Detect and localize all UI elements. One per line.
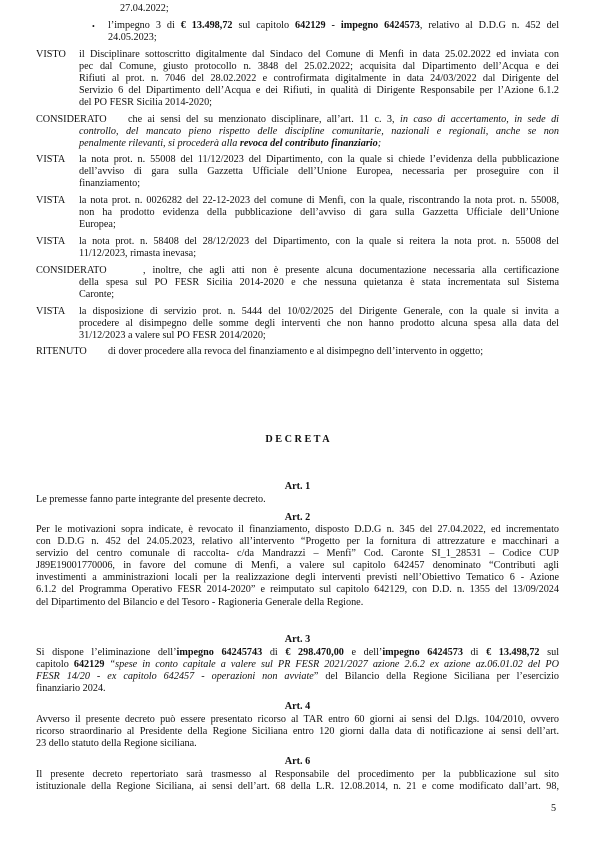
art-6-text: Il presente decreto repertoriato sarà trasmesso al Responsabile del procedimento per la pubblicazione sul sito istituzionale della Regione Siciliana, ai sensi dell’art. 68 della L.R. 12.08.2014, n. 21 e come modificato dall’art. 98, [36,769,559,793]
bullet-icon: • [92,22,95,31]
considerato-inoltre-text: della spesa sul PO FESR Sicilia 2014-2020 e che nessuna quietanza è stata incrementata sul Sistema Caronte; [79,277,559,301]
art-4-text: Avverso il presente decreto può essere presentato ricorso al TAR entro 60 giorni ai sensi del D.lgs. 104/2010, ovvero ricorso straordinario al Presidente della Regione Siciliana entro 120 giorni dalla data di notificazione ai sensi dell’art. 23 dello statuto della Regione siciliana. [36,714,559,750]
vista-label: VISTA [36,195,66,206]
vista-nota-58408-text: la nota prot. n. 58408 del 28/12/2023 del Dipartimento, con la quale si reitera la nota prot. n. 55008 del 11/12/2023, rimasta inevasa; [79,236,559,260]
art-1-title: Art. 1 [284,481,311,492]
vista-nota-0026282-text: la nota prot. n. 0026282 del 22-12-2023 del comune di Menfi, con la quale, riscontrando la nota prot. n. 55008, non ha prodotto evidenza della pubblicazione dell’avviso di gara sulla Gazzetta Ufficiale dell’Unione Europea; [79,195,559,231]
page-number: 5 [551,803,557,814]
ritenuto-label: RITENUTO [36,346,87,357]
considerato-label: CONSIDERATO [36,265,107,276]
visto-label: VISTO [36,49,66,60]
impegno-3-line: l’impegno 3 di € 13.498,72 sul capitolo 642129 - impegno 6424573, relativo al D.D.G n. 452 del [108,20,560,31]
visto-disciplinare-text: il Disciplinare sottoscritto digitalmente dal Sindaco del Comune di Menfi in data 25.02.2022 ed inviata con pec dal Comune, giusto protocollo n. 3848 del 25.02.2022; acquisita dal Dipartimento dell’Acqua e dei Rifiuti al prot. n. 7046 del 28.02.2022 e controfirmata digitalmente in data 24/03/2022 dal Dirigente del Servizio 6 del Dipartimento dell’Acqua e dei Rifiuti, in qualità di Dirigente Responsabile per l’Azione 6.1.2 del PO FESR Sicilia 2014-2020; [79,49,559,109]
art-2-title: Art. 2 [284,512,311,523]
vista-label: VISTA [36,306,66,317]
vista-label: VISTA [36,236,66,247]
art-4-title: Art. 4 [284,701,311,712]
decreta-heading: D E C R E T A [265,434,330,445]
art-3-text: Si dispone l’eliminazione dell’impegno 64245743 di € 298.470,00 e dell’impegno 6424573 di € 13.498,72 sul capitolo 642129 “spese in conto capitale a valere sul PR FESR 2021/2027 azione 2.6.2 ex azione az.06.01.02 del PO FESR 14/20 - ex capitolo 642457 - operazioni non avviate” del Bilancio della Regione Siciliana per l’esercizio finanziario 2024. [36,647,560,695]
ritenuto-text: di dover procedere alla revoca del finanziamento e al disimpegno dell’intervento in oggetto; [108,346,484,357]
date-line: 27.04.2022; [120,3,169,14]
considerato-text-line1: che ai sensi del su menzionato disciplinare, all’art. 11 c. 3, in caso di accertamento, in sede di [128,114,559,125]
vista-nota-55008-text: la nota prot. n. 55008 del 11/12/2023 del Dipartimento, con la quale si chiede l’evidenza della pubblicazione dell’avviso di gara sulla Gazzetta Ufficiale dell’Unione Europea, necessaria per proseguire con il finanziamento; [79,154,559,190]
impegno-3-date: 24.05.2023; [108,32,157,43]
vista-label: VISTA [36,154,66,165]
considerato-inoltre-line1: , inoltre, che agli atti non è presente alcuna documentazione necessaria alla certificazione [143,265,559,276]
art-6-title: Art. 6 [284,756,311,767]
art-1-text: Le premesse fanno parte integrante del presente decreto. [36,494,266,505]
art-2-text: Per le motivazioni sopra indicate, è revocato il finanziamento, disposto D.D.G n. 345 del 27.04.2022, ed incrementato con D.D.G n. 452 del 24.05.2023, relativo all’intervento “Progetto per la fornitura di attrezzature e macchinari a servizio del centro comunale di raccolta- c/da Mandrazzi – Menfi” Cod. Caronte SI_1_28531 – Codice CUP J89E19001770006, in favore del comune di Menfi, a valere sul capitolo 642457 denominato “Contributi agli investimenti a amministrazioni locali per la realizzazione degli interventi previsti nell’Obiettivo Tematico 6 - Azione 6.1.2 del Programma Operativo FESR 2014-2020” e reimputato sul capitolo 642129, con D.D. n. 1355 del 13/09/2024 del Dipartimento del Bilancio e del Tesoro - Ragioneria Generale della Regione. [36,524,559,608]
vista-disposizione-text: la disposizione di servizio prot. n. 5444 del 10/02/2025 del Dirigente Generale, con la quale si invita a procedere al disimpegno delle somme degli interventi che non hanno prodotto alcuna spesa alla data del 31/12/2023 a valere sul PO FESR 2014/2020; [79,306,559,342]
art-3-title: Art. 3 [284,634,311,645]
considerato-label: CONSIDERATO [36,114,107,125]
considerato-text: controllo, del mancato pieno rispetto delle discipline comunitarie, nazionali e regionali, anche se non penalmente rilevanti, si procederà alla revoca del contributo finanziario; [79,126,559,150]
